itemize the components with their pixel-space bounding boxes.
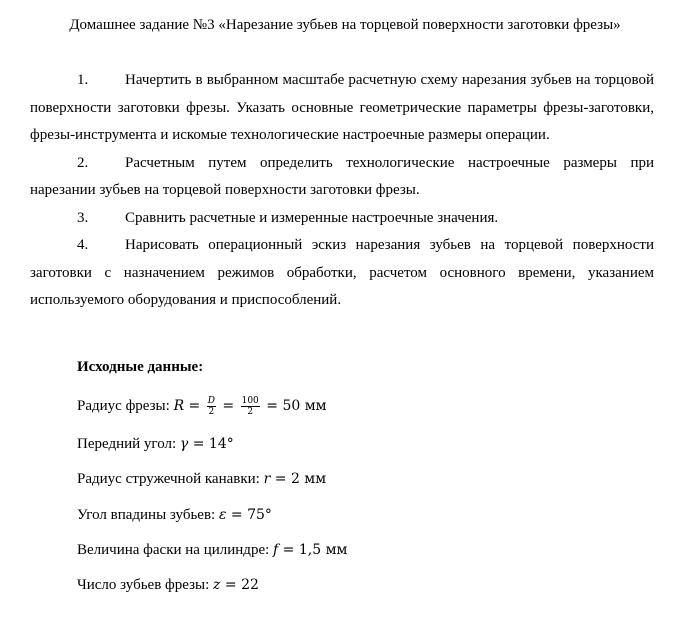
param-label: Передний угол: <box>77 436 180 452</box>
param-teeth-count <box>77 574 259 596</box>
formula <box>264 471 327 487</box>
formula-eq: = <box>220 577 242 593</box>
fraction-denominator: 2 <box>208 406 215 417</box>
param-label: Угол впадины зубьев: <box>77 507 219 523</box>
formula <box>219 507 272 523</box>
formula-eq: = <box>217 398 239 414</box>
task-number: 1. <box>77 72 89 88</box>
formula-var: f <box>273 542 279 558</box>
task-number: 2. <box>77 154 89 171</box>
param-label: Число зубьев фрезы: <box>77 577 214 593</box>
initial-data-heading: Исходные данные: <box>77 359 204 375</box>
fraction <box>241 396 260 417</box>
fraction-numerator: D <box>207 395 215 406</box>
formula-value: 50 <box>282 398 301 414</box>
formula <box>173 395 327 417</box>
task-item <box>30 232 654 315</box>
param-chamfer <box>77 539 347 561</box>
formula-eq: = <box>261 398 283 414</box>
formula-eq: = <box>278 542 299 558</box>
formula-var: R <box>173 398 185 414</box>
formula-unit: мм <box>299 471 327 487</box>
formula-value: 2 <box>290 471 300 487</box>
formula-unit: мм <box>321 542 348 558</box>
param-groove-radius <box>77 468 326 490</box>
formula-eq: = <box>270 471 291 487</box>
fraction-numerator: 100 <box>241 395 259 406</box>
task-text: Начертить в выбранном масштабе расчетную схему нарезания зубьев на торцовой поверхности заготовки фрезы. Указать основные геометрические параметры фрезы-заготовки, фрезы-инструмента и искомые технологические настроечные размеры операции. <box>30 72 654 143</box>
formula-eq: = <box>184 398 205 414</box>
task-item <box>30 150 654 205</box>
task-list <box>30 67 654 315</box>
fraction <box>207 396 216 417</box>
param-label: Радиус фрезы: <box>77 398 174 414</box>
formula-var: ε <box>218 507 227 523</box>
document-title: Домашнее задание №3 «Нарезание зубьев на торцевой поверхности заготовки фрезы» <box>69 17 621 33</box>
task-item <box>30 205 654 233</box>
task-number: 3. <box>77 209 89 226</box>
formula-value: 75° <box>247 507 272 523</box>
task-item <box>30 67 654 150</box>
formula-value: 1,5 <box>298 542 322 558</box>
formula-var: r <box>263 471 271 487</box>
param-label: Величина фаски на цилиндре: <box>77 542 274 558</box>
task-text: Расчетным путем определить технологические настроечные размеры при нарезании зубьев на торцевой поверхности заготовки фрезы. <box>30 154 654 198</box>
task-number: 4. <box>77 237 89 253</box>
task-text: Сравнить расчетные и измеренные настроечные значения. <box>125 209 499 226</box>
formula-unit: мм <box>300 398 327 414</box>
task-text: Нарисовать операционный эскиз нарезания зубьев на торцевой поверхности заготовки с назначением режимов обработки, расчетом основного времени, указанием используемого оборудования и приспособлений. <box>30 237 654 308</box>
param-root-angle <box>77 504 272 526</box>
formula-value: 14° <box>208 436 234 452</box>
formula-var: γ <box>179 436 189 452</box>
formula-eq: = <box>226 507 248 523</box>
formula <box>213 577 259 593</box>
formula-eq: = <box>188 436 209 452</box>
formula <box>273 542 347 558</box>
param-rake-angle <box>77 433 234 455</box>
formula-value: 22 <box>241 577 259 593</box>
param-label: Радиус стружечной канавки: <box>77 471 264 487</box>
param-cutter-radius <box>77 395 327 417</box>
formula <box>180 436 234 452</box>
formula-var: z <box>213 577 221 593</box>
fraction-denominator: 2 <box>247 406 254 417</box>
